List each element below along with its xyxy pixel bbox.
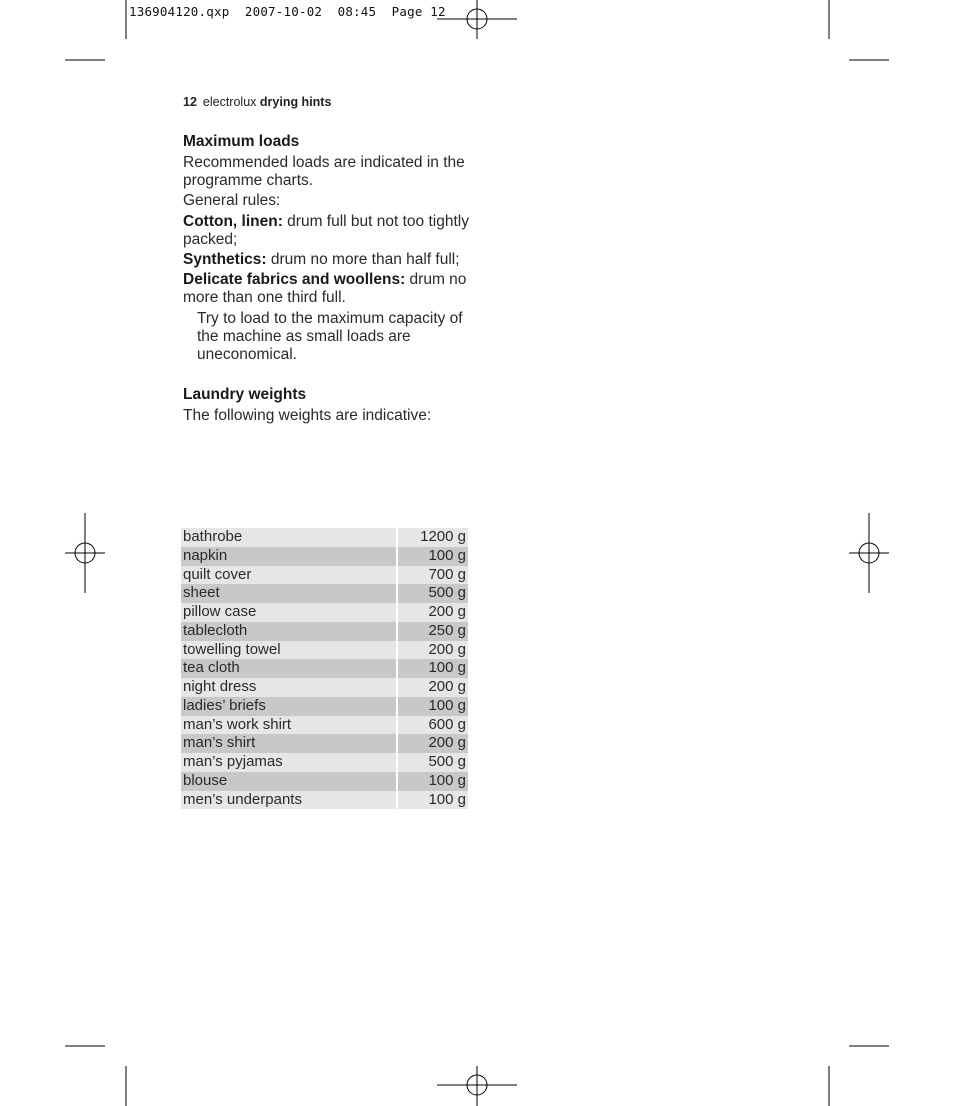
table-row — [181, 678, 468, 697]
registration-mark-icon — [437, 0, 517, 39]
item-cell: bathrobe — [181, 528, 398, 547]
brand-name: electrolux — [202, 95, 257, 109]
table-row — [181, 697, 468, 716]
laundry-weights-table — [181, 528, 468, 809]
item-cell: tablecloth — [181, 622, 398, 641]
item-cell: man’s shirt — [181, 734, 398, 753]
weight-cell: 500 g — [398, 584, 468, 603]
table-row — [181, 659, 468, 678]
table-row — [181, 584, 468, 603]
table-row — [181, 603, 468, 622]
weight-cell: 100 g — [398, 697, 468, 716]
section-title: drying hints — [259, 95, 332, 109]
table-row — [181, 772, 468, 791]
item-cell: men’s underpants — [181, 791, 398, 810]
table-row — [181, 791, 468, 810]
laundry-weights-intro: The following weights are indicative: — [183, 407, 432, 425]
maximum-loads-heading: Maximum loads — [183, 133, 300, 150]
table-row — [181, 528, 468, 547]
item-cell: blouse — [181, 772, 398, 791]
item-cell: tea cloth — [181, 659, 398, 678]
item-cell: quilt cover — [181, 566, 398, 585]
maximum-loads-intro: Recommended loads are indicated in the programme charts. — [183, 154, 465, 190]
table-row — [181, 716, 468, 735]
weight-cell: 700 g — [398, 566, 468, 585]
table-row — [181, 547, 468, 566]
weight-cell: 200 g — [398, 678, 468, 697]
weight-cell: 500 g — [398, 753, 468, 772]
table-row — [181, 566, 468, 585]
item-cell: night dress — [181, 678, 398, 697]
weight-cell: 100 g — [398, 772, 468, 791]
rule-text: drum no more than half full; — [266, 251, 460, 269]
item-cell: towelling towel — [181, 641, 398, 660]
table-row — [181, 641, 468, 660]
rule-label: Synthetics: — [183, 251, 267, 269]
weight-cell: 200 g — [398, 734, 468, 753]
weight-cell: 200 g — [398, 603, 468, 622]
item-cell: ladies’ briefs — [181, 697, 398, 716]
item-cell: pillow case — [181, 603, 398, 622]
rule-text: drum no more than one third full. — [183, 271, 467, 307]
print-slug: 136904120.qxp 2007-10-02 08:45 Page 12 — [129, 4, 446, 19]
weight-cell: 100 g — [398, 659, 468, 678]
table-row — [181, 622, 468, 641]
laundry-weights-heading: Laundry weights — [183, 386, 307, 404]
rule-cotton — [183, 213, 473, 249]
weight-cell: 1200 g — [398, 528, 468, 547]
item-cell: man’s work shirt — [181, 716, 398, 735]
item-cell: napkin — [181, 547, 398, 566]
item-cell: sheet — [181, 584, 398, 603]
table-row — [181, 753, 468, 772]
registration-mark-icon — [65, 513, 105, 593]
weight-cell: 600 g — [398, 716, 468, 735]
rule-synthetics — [183, 251, 473, 269]
rule-label: Delicate fabrics and woollens: — [183, 271, 406, 289]
load-tip: Try to load to the maximum capacity of the machine as small loads are uneconomical. — [197, 309, 463, 364]
table-row — [181, 734, 468, 753]
general-rules-label: General rules: — [183, 192, 281, 210]
item-cell: man’s pyjamas — [181, 753, 398, 772]
rule-delicates — [183, 271, 473, 307]
weight-cell: 100 g — [398, 791, 468, 810]
content-column — [183, 133, 473, 427]
rule-text: drum full but not too tightly packed; — [183, 212, 469, 248]
running-head — [183, 95, 331, 109]
rule-label: Cotton, linen: — [183, 212, 283, 230]
weight-cell: 250 g — [398, 622, 468, 641]
registration-mark-icon — [437, 1066, 517, 1106]
weight-cell: 100 g — [398, 547, 468, 566]
weight-cell: 200 g — [398, 641, 468, 660]
page-number: 12 — [183, 95, 197, 109]
registration-mark-icon — [849, 513, 889, 593]
